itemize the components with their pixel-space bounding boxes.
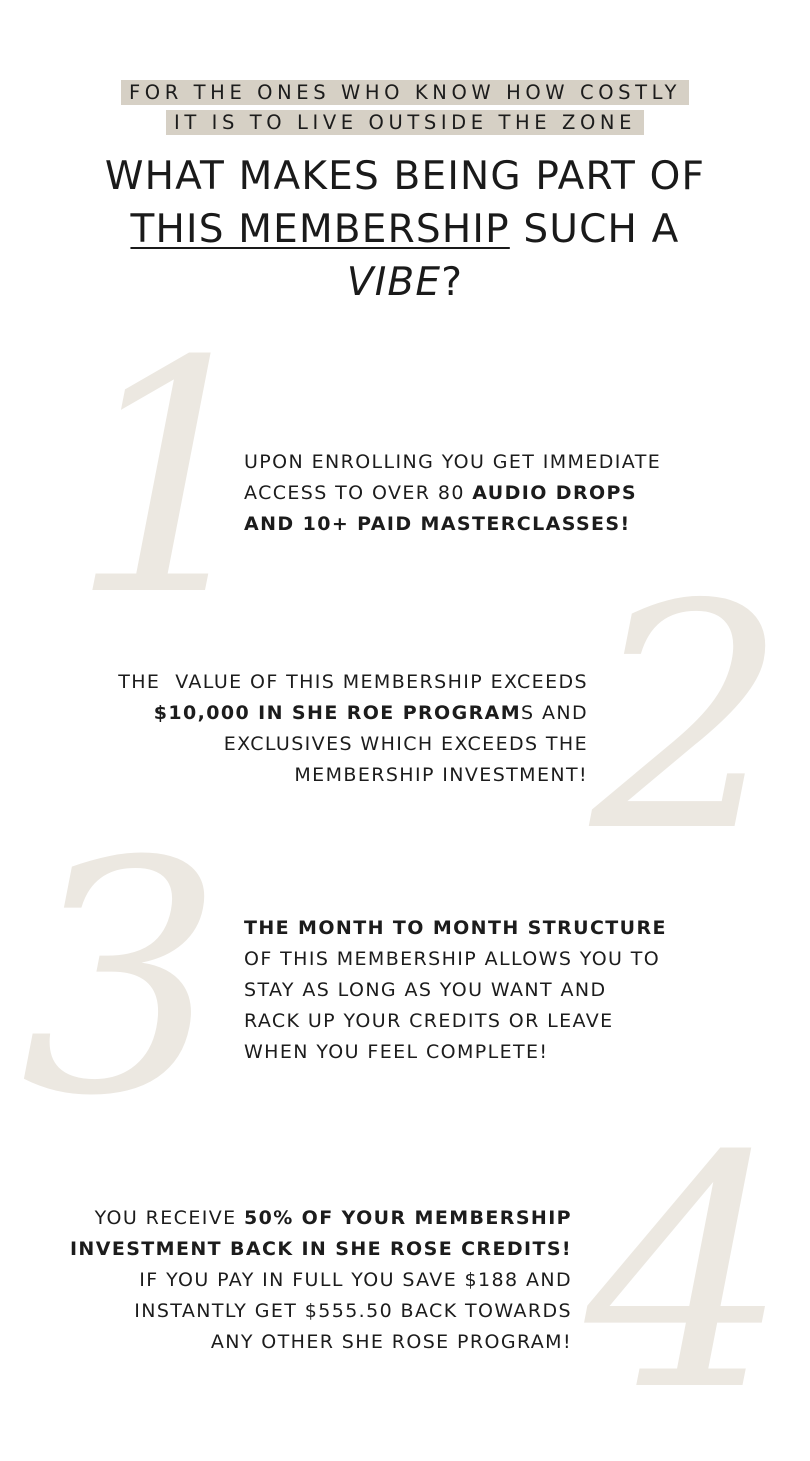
benefit-2-line-1 [40, 667, 588, 698]
big-number-3: 3 [20, 794, 224, 1166]
benefit-4-line-1-text: YOU RECEIVE [94, 1207, 244, 1229]
headline-end: ? [441, 260, 464, 305]
benefit-3-line-5-text: WHEN YOU FEEL COMPLETE! [244, 1041, 549, 1063]
benefit-3-line-1 [244, 913, 764, 944]
benefit-1-line-2-text: ACCESS TO OVER 80 [244, 482, 473, 504]
benefit-3-line-1-bold: THE MONTH TO MONTH STRUCTURE [244, 917, 667, 939]
benefit-3-line-4 [244, 1006, 764, 1037]
benefit-2-line-3 [40, 729, 588, 760]
big-number-2: 2 [590, 539, 788, 900]
benefit-2-line-4 [40, 760, 588, 791]
benefit-2-line-3-text: EXCLUSIVES WHICH EXCEEDS THE [223, 733, 588, 755]
headline-mid: SUCH A [509, 207, 680, 252]
tagline-line-2: IT IS TO LIVE OUTSIDE THE ZONE [166, 110, 644, 135]
benefit-2-line-2-bold: $10,000 IN SHE ROE PROGRAM [153, 702, 522, 724]
big-number-1: 1 [70, 294, 274, 666]
headline [0, 150, 810, 309]
tagline-line-1: FOR THE ONES WHO KNOW HOW COSTLY [121, 80, 689, 105]
benefit-4-line-5-text: ANY OTHER SHE ROSE PROGRAM! [210, 1331, 572, 1353]
benefit-3-line-3 [244, 975, 764, 1006]
tagline [0, 78, 810, 138]
benefit-3-line-4-text: RACK UP YOUR CREDITS OR LEAVE [244, 1010, 614, 1032]
benefit-4-line-2 [30, 1234, 572, 1265]
benefit-1-line-3 [244, 509, 754, 540]
benefit-1-line-2 [244, 478, 754, 509]
benefit-1-line-3-bold: AND 10+ PAID MASTERCLASSES! [244, 513, 631, 535]
benefit-1-line-2-bold: AUDIO DROPS [472, 482, 637, 504]
benefit-item-2 [40, 667, 588, 791]
benefit-2-line-2 [40, 698, 588, 729]
headline-underlined: THIS MEMBERSHIP [130, 207, 510, 252]
benefit-3-line-3-text: STAY AS LONG AS YOU WANT AND [244, 979, 607, 1001]
benefit-1-line-1 [244, 447, 754, 478]
benefit-3-line-2 [244, 944, 764, 975]
headline-pre: WHAT MAKES BEING PART OF [104, 154, 706, 199]
benefit-4-line-1 [30, 1203, 572, 1234]
benefit-item-3 [244, 913, 764, 1068]
benefit-item-1 [244, 447, 754, 540]
benefit-4-line-3 [30, 1265, 572, 1296]
headline-italic: VIBE [346, 260, 442, 305]
benefit-3-line-2-text: OF THIS MEMBERSHIP ALLOWS YOU TO [244, 948, 661, 970]
benefit-2-line-2-tail: S AND [521, 702, 588, 724]
benefit-4-line-1-bold: 50% OF YOUR MEMBERSHIP [243, 1207, 572, 1229]
benefit-item-4 [30, 1203, 572, 1358]
benefit-4-line-5 [30, 1327, 572, 1358]
benefit-1-line-1-text: UPON ENROLLING YOU GET IMMEDIATE [244, 451, 662, 473]
big-number-4: 4 [585, 1089, 789, 1461]
benefit-4-line-3-text: IF YOU PAY IN FULL YOU SAVE $188 AND [139, 1269, 572, 1291]
benefit-4-line-4 [30, 1296, 572, 1327]
benefit-4-line-4-text: INSTANTLY GET $555.50 BACK TOWARDS [134, 1300, 572, 1322]
benefit-4-line-2-bold: INVESTMENT BACK IN SHE ROSE CREDITS! [69, 1238, 572, 1260]
benefit-3-line-5 [244, 1037, 764, 1068]
benefit-2-line-1-text: THE VALUE OF THIS MEMBERSHIP EXCEEDS [118, 671, 588, 693]
benefit-2-line-4-text: MEMBERSHIP INVESTMENT! [294, 764, 588, 786]
